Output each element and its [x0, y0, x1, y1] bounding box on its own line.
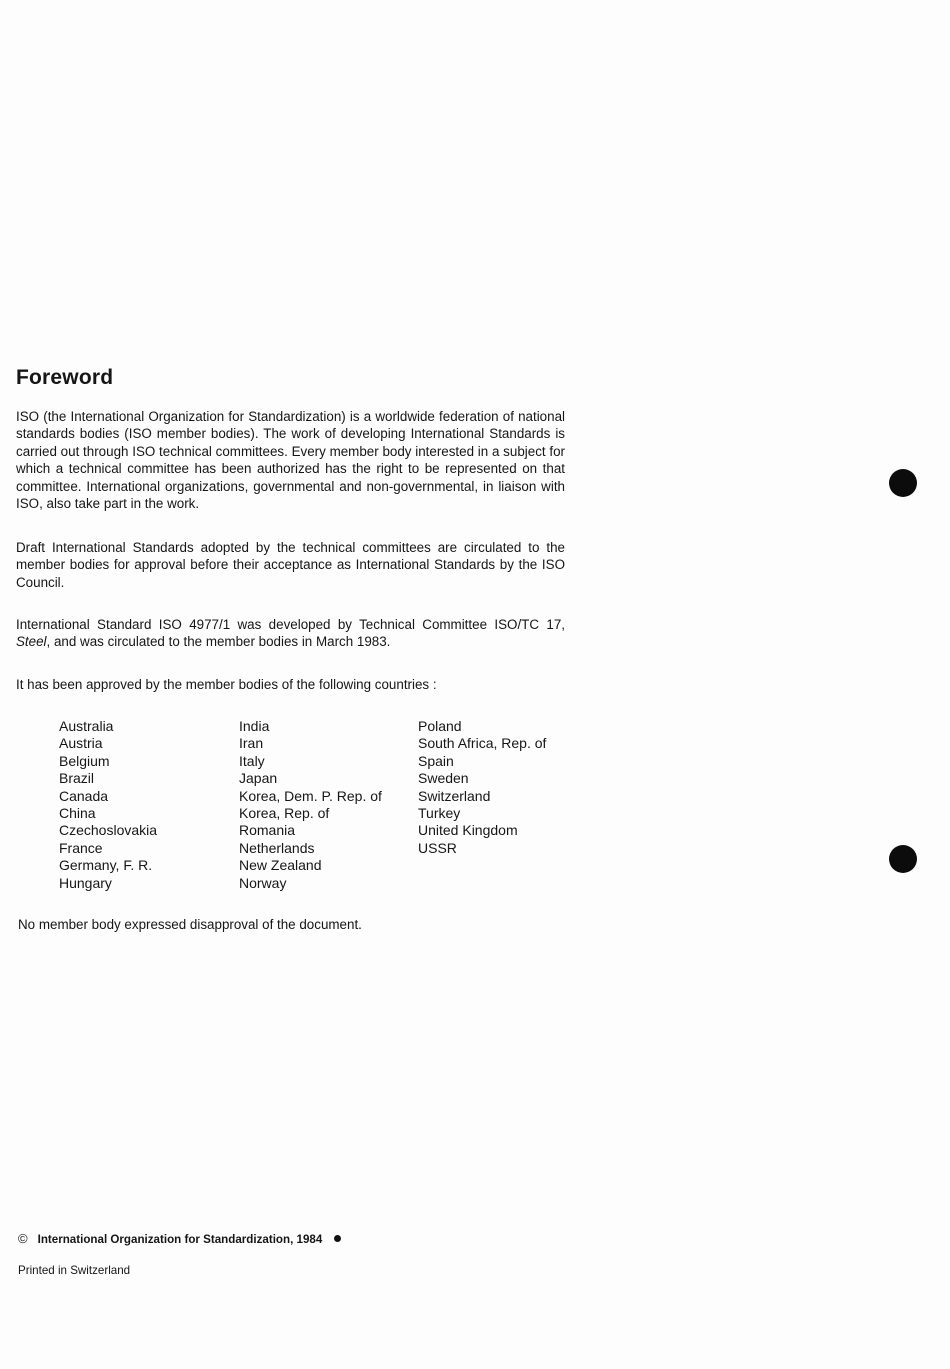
country-item: South Africa, Rep. of: [418, 735, 547, 752]
bullet-icon: [334, 1235, 341, 1242]
country-item: Spain: [418, 752, 454, 769]
approval-paragraph: It has been approved by the member bodies of the following countries :: [16, 677, 437, 692]
country-item: USSR: [418, 839, 457, 856]
country-item: New Zealand: [239, 857, 322, 874]
intro-paragraph: ISO (the International Organization for Standardization) is a worldwide federation of national standards bodies (ISO member bodies). The work of developing International Standards is carried out through ISO technical committees. Every member body interested in a subject for which a technical committee has been authorized has the right to be represented on that committee. International organizations, governmental and non-governmental, in liaison with ISO, also take part in the work.: [16, 409, 565, 512]
printed-in: Printed in Switzerland: [18, 1264, 131, 1277]
country-item: Turkey: [418, 805, 461, 822]
country-item: France: [59, 839, 103, 856]
country-item: Romania: [239, 822, 296, 839]
punch-hole-mark: [889, 845, 917, 873]
country-item: Belgium: [59, 752, 110, 769]
country-item: India: [239, 718, 270, 734]
copyright-text: International Organization for Standardization, 1984: [37, 1233, 323, 1246]
development-text: International Standard ISO 4977/1 was developed by Technical Committee ISO/TC 17,: [16, 617, 565, 632]
draft-paragraph: Draft International Standards adopted by the technical committees are circulated to the member bodies for approval before their acceptance as International Standards by the ISO Council.: [16, 540, 565, 590]
country-item: Iran: [239, 735, 264, 752]
country-item: Italy: [239, 752, 265, 769]
country-item: Norway: [239, 874, 287, 891]
country-item: China: [59, 805, 96, 822]
country-item: Japan: [239, 770, 278, 787]
punch-hole-mark: [889, 469, 917, 497]
country-column-2: [239, 718, 382, 892]
development-committee-name: Steel: [16, 634, 47, 650]
development-text-end: , and was circulated to the member bodies in March 1983.: [46, 634, 391, 650]
country-item: Canada: [59, 787, 109, 804]
country-column-3: [418, 718, 546, 857]
country-item: Czechoslovakia: [59, 822, 158, 839]
country-item: United Kingdom: [418, 822, 518, 839]
country-item: Korea, Rep. of: [239, 805, 330, 822]
page-title: Foreword: [16, 366, 114, 389]
country-item: Netherlands: [239, 839, 315, 856]
country-column-1: [59, 718, 157, 892]
country-item: Poland: [418, 718, 462, 734]
country-item: Brazil: [59, 770, 95, 787]
country-item: Hungary: [59, 874, 112, 891]
copyright-notice: [18, 1231, 341, 1246]
disapproval-paragraph: No member body expressed disapproval of the document.: [18, 917, 362, 932]
country-item: Sweden: [418, 770, 469, 787]
country-item: Australia: [59, 718, 114, 734]
copyright-symbol: ©: [18, 1231, 28, 1246]
country-item: Korea, Dem. P. Rep. of: [239, 787, 382, 804]
country-item: Austria: [59, 735, 103, 752]
country-item: Switzerland: [418, 787, 491, 804]
country-item: Germany, F. R.: [59, 857, 153, 874]
development-paragraph: [16, 616, 565, 651]
